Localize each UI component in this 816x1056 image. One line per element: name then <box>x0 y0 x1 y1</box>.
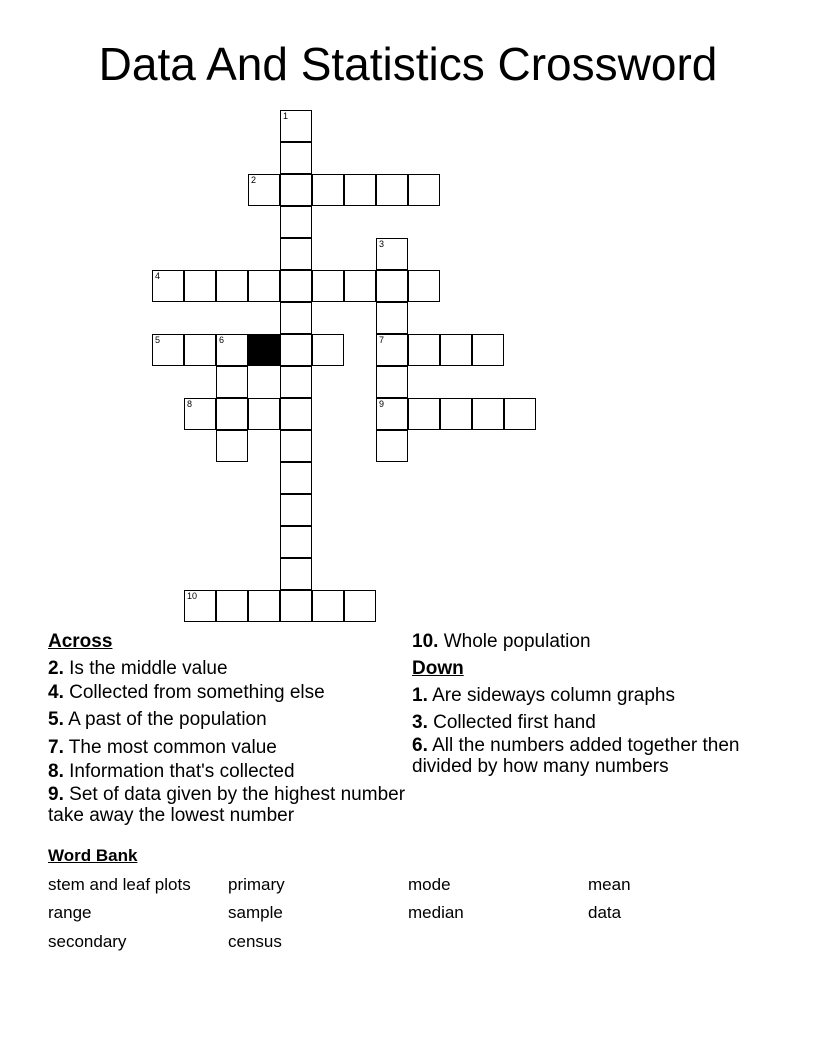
clue-down-6: 6. All the numbers added together then divided by how many numbers <box>412 735 740 777</box>
grid-cell[interactable] <box>280 142 312 174</box>
grid-cell[interactable] <box>280 494 312 526</box>
grid-cell[interactable] <box>472 398 504 430</box>
grid-cell[interactable] <box>280 558 312 590</box>
grid-cell[interactable] <box>248 590 280 622</box>
across-clues <box>48 630 408 826</box>
grid-cell[interactable] <box>376 174 408 206</box>
clue-number: 2 <box>251 175 257 185</box>
down-heading: Down <box>412 658 464 679</box>
word-bank-item: census <box>228 932 282 951</box>
word-bank-item: mode <box>408 875 451 894</box>
grid-cell[interactable] <box>280 462 312 494</box>
grid-cell[interactable] <box>504 398 536 430</box>
grid-cell[interactable] <box>248 398 280 430</box>
word-bank-item: range <box>48 903 92 922</box>
clue-number: 9 <box>379 399 385 409</box>
grid-cell[interactable] <box>280 110 312 142</box>
black-square <box>248 334 280 366</box>
grid-cell[interactable] <box>312 270 344 302</box>
clue-across-9: 9. Set of data given by the highest number take away the lowest number <box>48 784 406 826</box>
clue-across-7: 7. The most common value <box>48 737 277 758</box>
clue-across-10: 10. Whole population <box>412 631 591 652</box>
grid-cell[interactable] <box>280 206 312 238</box>
clue-down-1: 1. Are sideways column graphs <box>412 685 675 706</box>
grid-cell[interactable] <box>344 590 376 622</box>
grid-cell[interactable] <box>152 334 184 366</box>
grid-cell[interactable] <box>408 398 440 430</box>
grid-cell[interactable] <box>216 366 248 398</box>
grid-cell[interactable] <box>280 398 312 430</box>
grid-cell[interactable] <box>376 238 408 270</box>
grid-cell[interactable] <box>248 174 280 206</box>
grid-cell[interactable] <box>472 334 504 366</box>
grid-cell[interactable] <box>408 174 440 206</box>
grid-cell[interactable] <box>376 366 408 398</box>
grid-cell[interactable] <box>280 366 312 398</box>
word-bank-item: secondary <box>48 932 127 951</box>
across-heading: Across <box>48 631 113 652</box>
clue-number: 6 <box>219 335 225 345</box>
grid-cell[interactable] <box>376 302 408 334</box>
grid-cell[interactable] <box>184 590 216 622</box>
clue-number: 8 <box>187 399 193 409</box>
grid-cell[interactable] <box>376 398 408 430</box>
clue-across-5: 5. A past of the population <box>48 709 267 730</box>
grid-cell[interactable] <box>312 334 344 366</box>
word-bank-item: primary <box>228 875 285 894</box>
grid-cell[interactable] <box>280 334 312 366</box>
grid-cell[interactable] <box>216 430 248 462</box>
grid-cell[interactable] <box>184 334 216 366</box>
grid-cell[interactable] <box>216 334 248 366</box>
down-clues <box>412 630 772 777</box>
clue-across-4: 4. Collected from something else <box>48 682 325 703</box>
page-title: Data And Statistics Crossword <box>98 38 718 90</box>
word-bank-item: stem and leaf plots <box>48 875 191 894</box>
word-bank-item: sample <box>228 903 283 922</box>
grid-cell[interactable] <box>312 174 344 206</box>
clue-across-8: 8. Information that's collected <box>48 761 295 782</box>
grid-cell[interactable] <box>344 174 376 206</box>
grid-cell[interactable] <box>376 334 408 366</box>
grid-cell[interactable] <box>440 398 472 430</box>
grid-cell[interactable] <box>216 270 248 302</box>
word-bank-item: data <box>588 903 622 922</box>
clue-number: 4 <box>155 271 161 281</box>
grid-cell[interactable] <box>184 398 216 430</box>
grid-cell[interactable] <box>280 174 312 206</box>
word-bank-item: median <box>408 903 464 922</box>
grid-cell[interactable] <box>440 334 472 366</box>
grid-cell[interactable] <box>376 270 408 302</box>
grid-cell[interactable] <box>280 270 312 302</box>
grid-cell[interactable] <box>280 238 312 270</box>
clue-number: 10 <box>187 591 198 601</box>
grid-cell[interactable] <box>184 270 216 302</box>
grid-cell[interactable] <box>376 430 408 462</box>
grid-cell[interactable] <box>408 270 440 302</box>
grid-cell[interactable] <box>280 302 312 334</box>
grid-cell[interactable] <box>152 270 184 302</box>
grid-cell[interactable] <box>280 526 312 558</box>
clue-number: 1 <box>283 111 289 121</box>
clue-number: 5 <box>155 335 161 345</box>
grid-cell[interactable] <box>408 334 440 366</box>
clue-number: 3 <box>379 239 385 249</box>
grid-cell[interactable] <box>344 270 376 302</box>
clue-down-3: 3. Collected first hand <box>412 712 596 733</box>
grid-cell[interactable] <box>216 590 248 622</box>
grid-cell[interactable] <box>280 590 312 622</box>
word-bank-item: mean <box>588 875 631 894</box>
clue-number: 7 <box>379 335 385 345</box>
clue-across-2: 2. Is the middle value <box>48 658 228 679</box>
grid-cell[interactable] <box>248 270 280 302</box>
grid-cell[interactable] <box>216 398 248 430</box>
grid-cell[interactable] <box>312 590 344 622</box>
word-bank-heading: Word Bank <box>48 846 138 865</box>
grid-cell[interactable] <box>280 430 312 462</box>
